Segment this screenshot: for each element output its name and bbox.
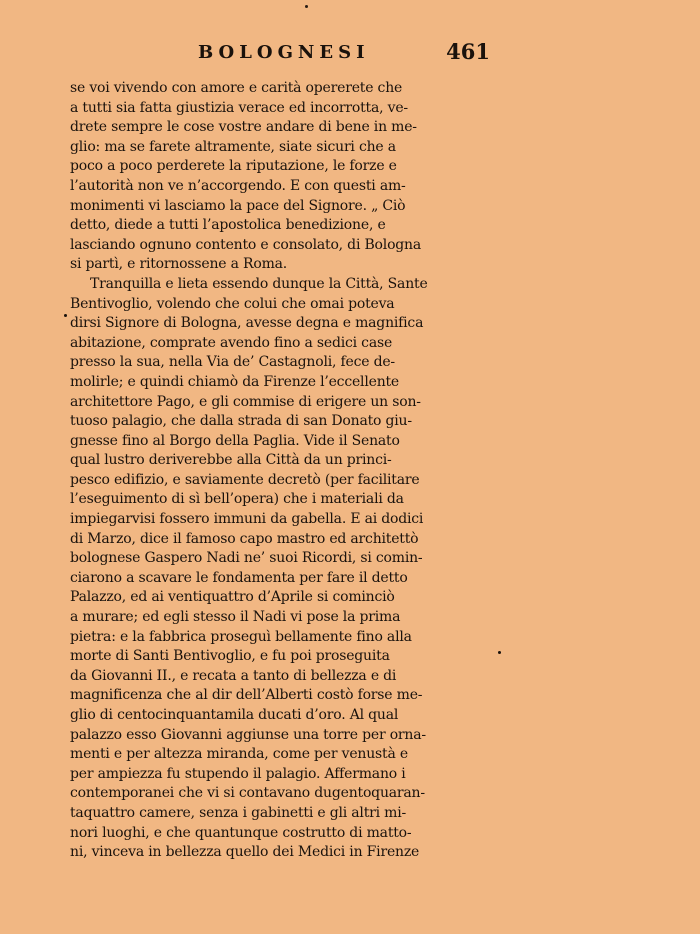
text-line: nori luoghi, e che quantunque costrutto di matto- bbox=[70, 824, 412, 841]
text-line: glio di centocinquantamila ducati d’oro. Al qual bbox=[70, 707, 399, 723]
text-line: drete sempre le cose vostre andare di bene in me- bbox=[70, 119, 417, 136]
text-line: palazzo esso Giovanni aggiunse una torre per orna- bbox=[70, 726, 426, 743]
text-line: Bentivoglio, volendo che colui che omai poteva bbox=[70, 295, 395, 312]
text-line: a murare; ed egli stesso il Nadi vi pose la prima bbox=[70, 609, 401, 626]
text-line: Palazzo, ed ai ventiquattro d’Aprile si cominciò bbox=[70, 589, 395, 606]
text-line: gnesse fino al Borgo della Paglia. Vide il Senato bbox=[70, 432, 400, 449]
page-number: 461 bbox=[446, 39, 490, 64]
text-line: tuoso palagio, che dalla strada di san Donato giu- bbox=[70, 413, 412, 430]
text-line: abitazione, comprate avendo fino a sedici case bbox=[70, 334, 393, 351]
margin-speck bbox=[498, 651, 501, 654]
text-line: morte di Santi Bentivoglio, e fu poi proseguita bbox=[70, 648, 390, 665]
paragraph-start-line: Tranquilla e lieta essendo dunque la Città, Sante bbox=[90, 275, 428, 292]
text-line: monimenti vi lasciamo la pace del Signore. „ Ciò bbox=[70, 197, 406, 214]
text-line: molirle; e quindi chiamò da Firenze l’eccellente bbox=[70, 373, 400, 390]
text-line: glio: ma se farete altramente, siate sicuri che a bbox=[70, 138, 396, 155]
text-line: poco a poco perderete la riputazione, le forze e bbox=[70, 158, 397, 175]
text-line: se voi vivendo con amore e carità opererete che bbox=[70, 80, 403, 96]
margin-speck bbox=[64, 314, 67, 317]
text-line: ni, vinceva in bellezza quello dei Medici in Firenze bbox=[70, 844, 420, 861]
text-line: si partì, e ritornossene a Roma. bbox=[70, 256, 288, 273]
text-line: pietra: e la fabbrica proseguì bellamente fino alla bbox=[70, 628, 412, 645]
text-line: da Giovanni II., e recata a tanto di bellezza e di bbox=[70, 667, 397, 684]
text-line: per ampiezza fu stupendo il palagio. Affermano i bbox=[70, 765, 406, 782]
text-line: magnificenza che al dir dell’Alberti costò forse me- bbox=[70, 687, 423, 704]
print-speck bbox=[305, 5, 308, 8]
text-line: presso la sua, nella Via de’ Castagnoli, fece de- bbox=[70, 354, 395, 371]
text-line: architettore Pago, e gli commise di erigere un son- bbox=[70, 393, 421, 410]
body-text bbox=[70, 79, 490, 863]
text-line: l’autorità non ve n’accorgendo. E con questi am- bbox=[70, 177, 406, 194]
text-line: ciarono a scavare le fondamenta per fare il detto bbox=[70, 569, 408, 586]
text-line: pesco edifizio, e saviamente decretò (per facilitare bbox=[70, 471, 420, 488]
text-line: impiegarvisi fossero immuni da gabella. E ai dodici bbox=[70, 511, 424, 528]
text-line: dirsi Signore di Bologna, avesse degna e magnifica bbox=[70, 315, 424, 332]
page-header bbox=[70, 41, 490, 67]
text-line: l’eseguimento di sì bell’opera) che i materiali da bbox=[70, 491, 404, 508]
text-line: qual lustro deriverebbe alla Città da un princi- bbox=[70, 452, 392, 469]
text-line: detto, diede a tutti l’apostolica benedizione, e bbox=[70, 217, 386, 234]
text-line: menti e per altezza miranda, come per venustà e bbox=[70, 746, 408, 763]
text-line: a tutti sia fatta giustizia verace ed incorrotta, ve- bbox=[70, 99, 408, 116]
text-line: lasciando ognuno contento e consolato, di Bologna bbox=[70, 236, 422, 253]
text-line: bolognese Gaspero Nadi ne’ suoi Ricordi, si comin- bbox=[70, 550, 423, 567]
text-line: di Marzo, dice il famoso capo mastro ed architettò bbox=[70, 530, 419, 547]
text-line: taquattro camere, senza i gabinetti e gli altri mi- bbox=[70, 804, 407, 821]
text-line: contemporanei che vi si contavano dugentoquaran- bbox=[70, 785, 425, 802]
running-head: BOLOGNESI bbox=[198, 42, 370, 63]
